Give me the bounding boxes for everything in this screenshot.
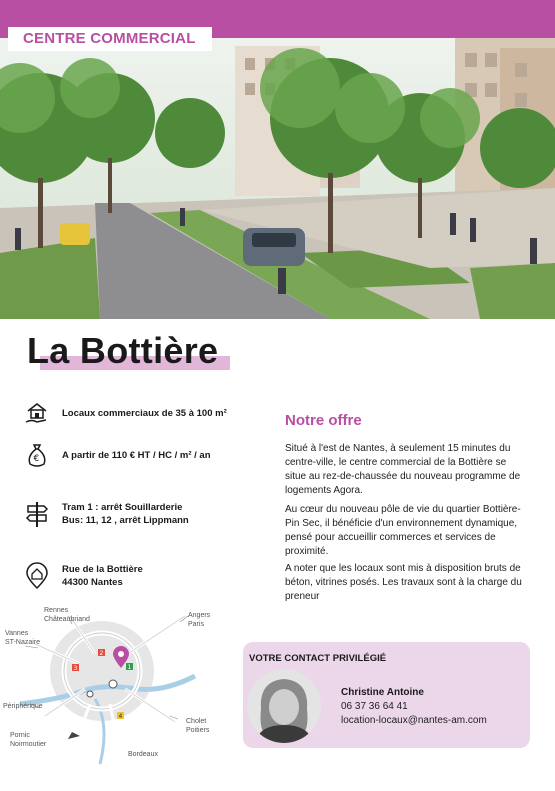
location-house-icon xyxy=(22,561,52,591)
contact-name: Christine Antoine xyxy=(341,687,424,698)
road-number: 3 xyxy=(73,665,78,672)
info-surface xyxy=(22,398,262,428)
offer-title: Notre offre xyxy=(285,412,362,429)
map-label-bordeaux: Bordeaux xyxy=(128,751,158,758)
map-label-peripherique: Périphérique xyxy=(3,703,43,710)
road-number: 4 xyxy=(118,713,123,720)
money-bag-icon xyxy=(22,440,52,470)
road-number: 1 xyxy=(127,664,132,671)
contact-phone[interactable]: 06 37 36 64 41 xyxy=(341,701,408,712)
page-title: La Bottière xyxy=(27,330,219,371)
offer-paragraph: Situé à l'est de Nantes, à seulement 15 minutes du centre-ville, le centre commercial de la Bottière se situe au rez-de-chaussée du nouveau programme de logements Agora. xyxy=(285,443,521,496)
info-price xyxy=(22,440,262,470)
map-label-pornic: Pornic Noirmoutier xyxy=(10,732,47,748)
info-address-text: Rue de la Bottière 44300 Nantes xyxy=(62,564,143,588)
info-address xyxy=(22,561,262,591)
info-transport-text: Tram 1 : arrêt Souillarderie Bus: 11, 12 , arrêt Lippmann xyxy=(62,502,189,526)
shop-hand-icon xyxy=(22,398,52,428)
contact-heading: VOTRE CONTACT PRIVILÉGIÉ xyxy=(249,653,387,664)
offer-paragraph: Au cœur du nouveau pôle de vie du quartier Bottière-Pin Sec, il bénéficie d'un environnement dynamique, pensé pour accueillir commerces et services de proximité. xyxy=(285,504,521,557)
map-label-angers: Angers Paris xyxy=(188,612,211,628)
svg-text:€: € xyxy=(33,454,40,464)
category-label: CENTRE COMMERCIAL xyxy=(23,30,196,47)
offer-paragraph: A noter que les locaux sont mis à disposition bruts de béton, vitrines posés. Les travaux sont à la charge du preneur xyxy=(285,563,522,602)
info-transport xyxy=(22,499,262,529)
road-number: 2 xyxy=(99,650,104,657)
info-price-text: A partir de 110 € HT / HC / m² / an xyxy=(62,449,211,461)
train-station-icon xyxy=(109,680,117,688)
signpost-icon xyxy=(22,499,52,529)
contact-email[interactable]: location-locaux@nantes-am.com xyxy=(341,715,487,726)
station-icon xyxy=(87,691,93,697)
avatar xyxy=(247,669,321,743)
map-label-rennes: Rennes Châteaubriand xyxy=(44,607,90,623)
location-map xyxy=(0,604,235,791)
map-label-vannes: Vannes ST-Nazaire xyxy=(5,630,41,646)
info-surface-text: Locaux commerciaux de 35 à 100 m² xyxy=(62,407,227,419)
hero-image xyxy=(0,38,555,319)
map-label-cholet: Cholet Poitiers xyxy=(186,718,210,734)
